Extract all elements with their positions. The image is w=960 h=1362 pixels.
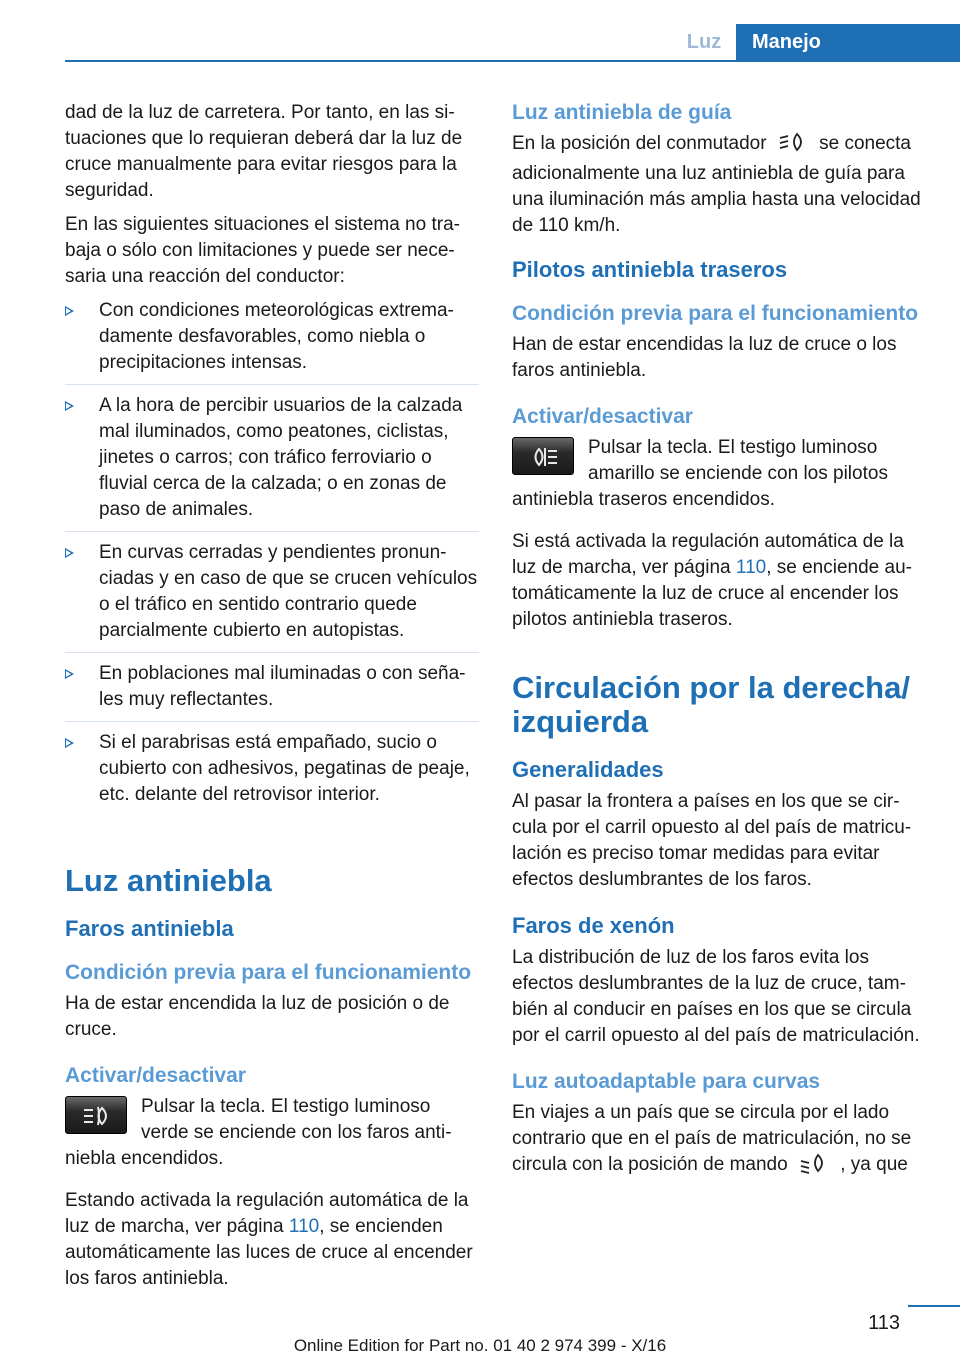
paragraph: En las siguientes situaciones el sistema no trabaja o sólo con limitaciones y puede ser necesaria una reacción del conductor: [65, 214, 460, 287]
right-column [512, 100, 927, 1190]
arrow-bullet-icon [65, 306, 74, 316]
list-item: A la hora de percibir usuarios de la calzada mal iluminados, como peatones, ciclistas, jinetes o carros; con tráfico ferroviario o fluvial cerca de la calzada; o en zonas de paso de animales. [65, 393, 479, 532]
light-switch-position-icon [778, 131, 808, 161]
paragraph: Al pasar la frontera a países en los que se circula por el carril opuesto al del país de matriculación es preciso tomar medidas para evitar efectos deslumbrantes de los faros. [512, 791, 912, 890]
subsection-heading: Generalidades [512, 757, 664, 782]
arrow-bullet-icon [65, 669, 74, 679]
page-link[interactable]: 110 [288, 1216, 320, 1237]
subheading-curves: Luz autoadaptable para curvas [512, 1070, 821, 1093]
subheading-guide-fog: Luz antiniebla de guía [512, 101, 732, 124]
subheading-condition: Condición previa para el funcionamiento [65, 961, 472, 984]
section-heading: Circulación por la derecha/ izquierda [512, 670, 910, 739]
page-link[interactable]: 110 [735, 557, 767, 578]
left-column [65, 100, 479, 1300]
arrow-bullet-icon [65, 401, 74, 411]
arrow-bullet-icon [65, 548, 74, 558]
arrow-bullet-icon [65, 738, 74, 748]
chapter-tab: Manejo [736, 24, 960, 61]
list-item: En curvas cerradas y pendientes pronunciadas y en caso de que se crucen vehículos o el tráfico en sentido contrario quede parcialmente cubierto en autopistas. [65, 540, 479, 653]
list-item: En poblaciones mal iluminadas o con señales muy reflectantes. [65, 661, 479, 722]
paragraph-guide: En la posición del conmutador se conecta adicionalmente una luz antiniebla de guía para una iluminación más amplia hasta una velocidad de 110 km/h. [512, 133, 921, 236]
paragraph-activate: Pulsar la tecla. El testigo luminoso verde se enciende con los faros antiniebla encendidos. [65, 1096, 452, 1169]
rear-fog-light-button-icon [512, 437, 574, 475]
paragraph: Ha de estar encendida la luz de posición o de cruce. [65, 993, 450, 1040]
front-fog-light-button-icon [65, 1096, 127, 1134]
paragraph: Han de estar encendidas la luz de cruce o los faros antiniebla. [512, 334, 897, 381]
page-number: 113 [868, 1312, 900, 1334]
subheading-activate: Activar/desactivar [65, 1064, 246, 1087]
paragraph-activate: Pulsar la tecla. El testigo luminoso amarillo se enciende con los pilotos antiniebla traseros encendidos. [512, 437, 888, 510]
section-heading: Luz antiniebla [65, 863, 272, 898]
subheading-condition: Condición previa para el funcionamiento [512, 302, 919, 325]
list-item: Con condiciones meteorológicas extremadamente desfavorables, como niebla o precipitaciones intensas. [65, 298, 479, 385]
subsection-heading: Faros antiniebla [65, 916, 234, 941]
edition-footer: Online Edition for Part no. 01 40 2 974 399 - X/16 [293, 1336, 667, 1355]
subsection-heading: Faros de xenón [512, 913, 675, 938]
light-switch-position-icon [799, 1152, 829, 1182]
subheading-activate: Activar/desactivar [512, 405, 693, 428]
paragraph: Si está activada la regulación automática de la luz de marcha, ver página 110, se enciende automáticamente la luz de cruce al encender los pilotos antiniebla traseros. [512, 531, 912, 630]
limitations-list [65, 298, 479, 816]
list-item: Si el parabrisas está empañado, sucio o cubierto con adhesivos, pegatinas de peaje, etc. delante del retrovisor interior. [65, 730, 479, 816]
section-tab: Luz [686, 30, 722, 53]
paragraph: Estando activada la regulación automática de la luz de marcha, ver página 110, se encienden automáticamente las luces de cruce al encender los faros antiniebla. [65, 1190, 473, 1289]
paragraph-curves: En viajes a un país que se circula por el lado contrario que en el país de matriculación, no se circula con la posición de mando , ya que [512, 1100, 927, 1182]
paragraph: dad de la luz de carretera. Por tanto, en las situaciones que lo requieran deberá dar la luz de cruce manualmente para evitar riesgos para la seguridad. [65, 102, 463, 201]
subsection-heading: Pilotos antiniebla traseros [512, 257, 788, 282]
paragraph: La distribución de luz de los faros evita los efectos deslumbrantes de la luz de cruce, también al conducir en países en los que se circula por el carril opuesto al del país de matriculación. [512, 947, 920, 1046]
page-rule [908, 1305, 960, 1307]
